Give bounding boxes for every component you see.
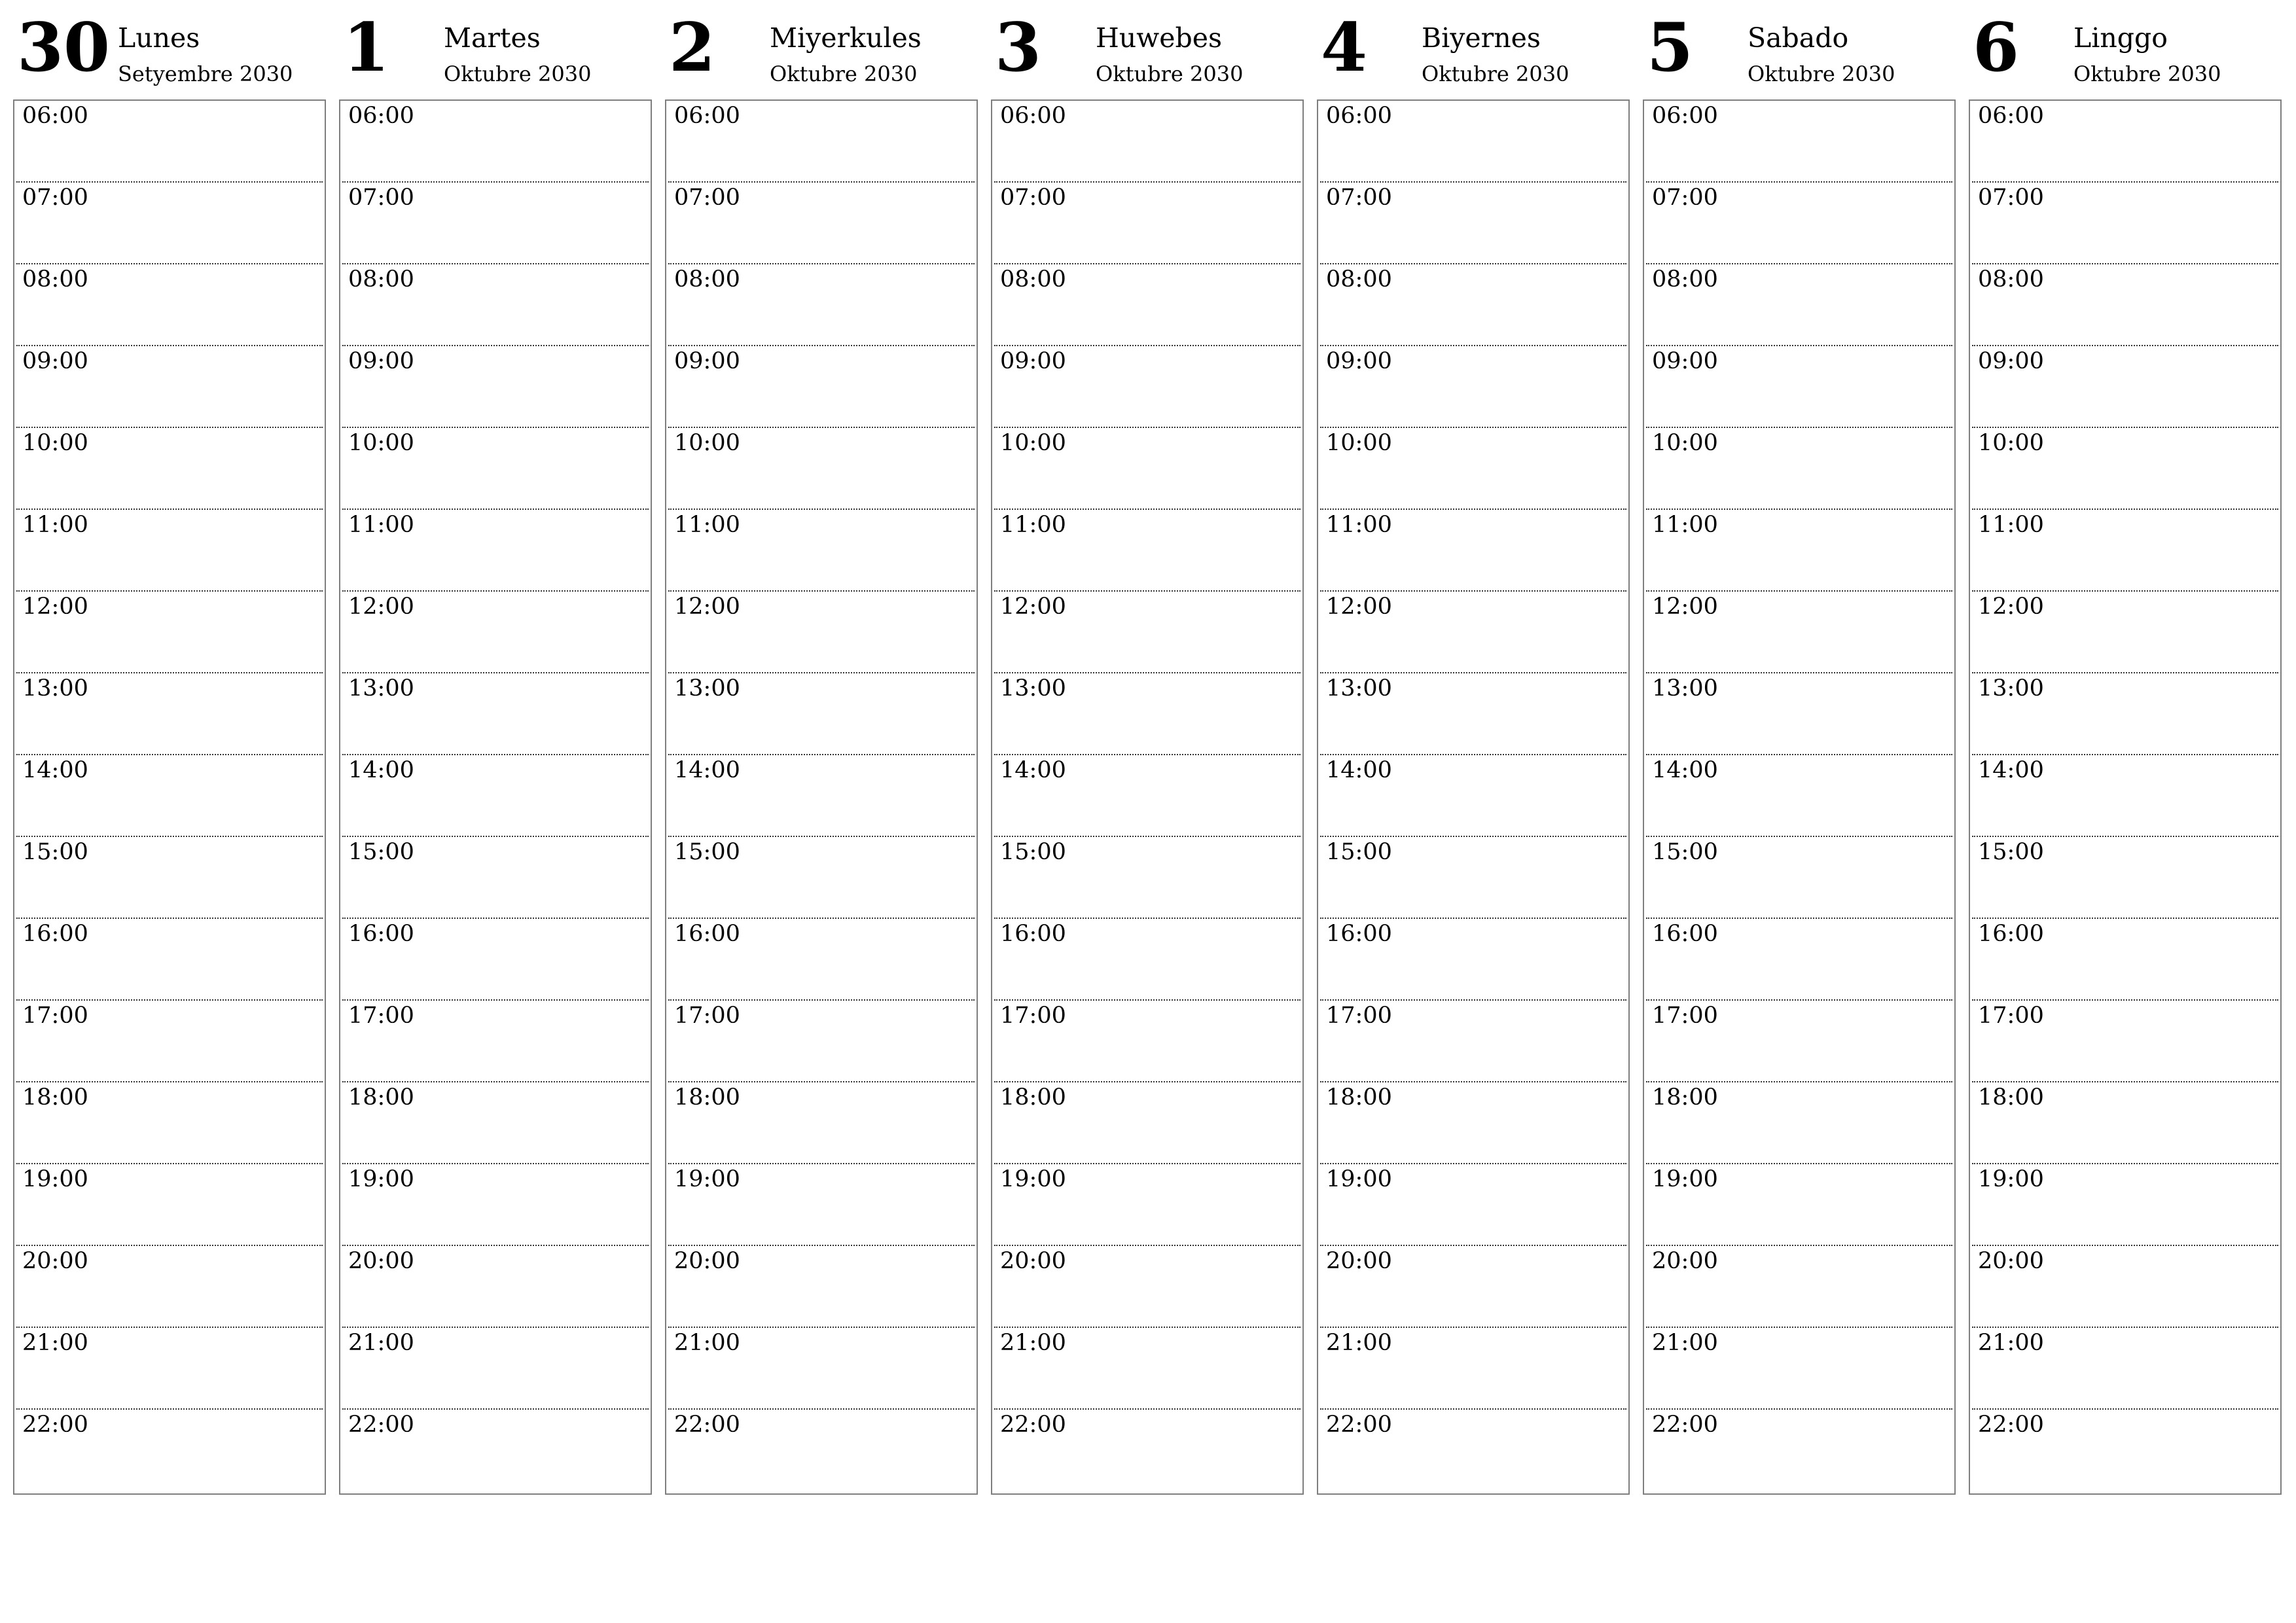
- day-schedule-box: [13, 99, 326, 1495]
- day-month: Oktubre 2030: [1748, 62, 1895, 86]
- time-label: 14:00: [1000, 757, 1066, 783]
- time-label: 19:00: [674, 1166, 740, 1192]
- time-label: 18:00: [674, 1084, 740, 1111]
- time-label: 14:00: [674, 757, 740, 783]
- day-name: Linggo: [2073, 22, 2168, 54]
- time-slot[interactable]: [668, 673, 975, 755]
- time-slot[interactable]: [16, 592, 323, 673]
- time-slot[interactable]: [1320, 592, 1626, 673]
- time-label: 13:00: [674, 675, 740, 702]
- time-label: 22:00: [1652, 1412, 1718, 1438]
- time-label: 11:00: [1000, 512, 1066, 538]
- time-slot[interactable]: [1646, 1164, 1952, 1246]
- time-label: 15:00: [1000, 839, 1066, 865]
- time-slot[interactable]: [342, 1082, 649, 1164]
- time-label: 09:00: [348, 348, 414, 374]
- time-slot[interactable]: [342, 101, 649, 183]
- time-label: 17:00: [1326, 1003, 1392, 1029]
- time-slot[interactable]: [342, 510, 649, 592]
- time-label: 17:00: [1652, 1003, 1718, 1029]
- time-label: 13:00: [1652, 675, 1718, 702]
- time-label: 20:00: [1978, 1248, 2044, 1274]
- time-slot[interactable]: [342, 428, 649, 510]
- time-slot[interactable]: [1320, 837, 1626, 919]
- day-column: [1969, 0, 2282, 1438]
- time-label: 07:00: [674, 185, 740, 211]
- time-slot[interactable]: [16, 346, 323, 428]
- time-slot[interactable]: [994, 264, 1300, 346]
- time-slot[interactable]: [1646, 592, 1952, 673]
- time-slot[interactable]: [342, 1410, 649, 1491]
- time-slot[interactable]: [1646, 510, 1952, 592]
- day-column: [1317, 0, 1630, 1438]
- time-slot[interactable]: [1972, 101, 2278, 183]
- time-label: 19:00: [1978, 1166, 2044, 1192]
- time-slot[interactable]: [1972, 510, 2278, 592]
- time-label: 07:00: [1000, 185, 1066, 211]
- time-slot[interactable]: [342, 673, 649, 755]
- time-slot[interactable]: [1972, 428, 2278, 510]
- time-slot[interactable]: [1320, 1246, 1626, 1328]
- time-label: 12:00: [1978, 594, 2044, 620]
- time-slot[interactable]: [994, 1410, 1300, 1491]
- time-slot[interactable]: [16, 428, 323, 510]
- time-slot[interactable]: [16, 101, 323, 183]
- day-name: Biyernes: [1422, 22, 1541, 54]
- day-month: Oktubre 2030: [2073, 62, 2221, 86]
- time-slot[interactable]: [994, 1082, 1300, 1164]
- time-label: 16:00: [348, 921, 414, 947]
- time-slot[interactable]: [342, 264, 649, 346]
- time-slot[interactable]: [1646, 1082, 1952, 1164]
- time-label: 20:00: [674, 1248, 740, 1274]
- time-slot[interactable]: [16, 1328, 323, 1410]
- time-label: 08:00: [1326, 266, 1392, 293]
- time-label: 22:00: [348, 1412, 414, 1438]
- time-slot[interactable]: [994, 428, 1300, 510]
- time-slot[interactable]: [1646, 1410, 1952, 1491]
- time-slot[interactable]: [342, 1001, 649, 1082]
- time-slot[interactable]: [342, 919, 649, 1001]
- time-label: 20:00: [22, 1248, 88, 1274]
- time-label: 15:00: [674, 839, 740, 865]
- day-column: [991, 0, 1304, 1438]
- time-label: 21:00: [1326, 1330, 1392, 1356]
- day-schedule-box: [1969, 99, 2282, 1495]
- time-label: 12:00: [348, 594, 414, 620]
- time-label: 08:00: [1000, 266, 1066, 293]
- time-label: 21:00: [1000, 1330, 1066, 1356]
- day-schedule-box: [1643, 99, 1956, 1495]
- time-label: 19:00: [348, 1166, 414, 1192]
- time-label: 14:00: [1652, 757, 1718, 783]
- time-slot[interactable]: [1972, 1328, 2278, 1410]
- time-slot[interactable]: [994, 510, 1300, 592]
- time-label: 08:00: [1652, 266, 1718, 293]
- time-slot[interactable]: [342, 837, 649, 919]
- time-label: 06:00: [348, 103, 414, 129]
- day-month: Oktubre 2030: [1422, 62, 1570, 86]
- time-slot[interactable]: [668, 837, 975, 919]
- time-slot[interactable]: [994, 346, 1300, 428]
- time-label: 14:00: [1978, 757, 2044, 783]
- time-label: 21:00: [1652, 1330, 1718, 1356]
- time-slot[interactable]: [668, 1246, 975, 1328]
- time-slot[interactable]: [1646, 1001, 1952, 1082]
- time-slot[interactable]: [16, 183, 323, 264]
- day-header: [1643, 0, 1956, 99]
- time-label: 21:00: [348, 1330, 414, 1356]
- day-column: [665, 0, 978, 1438]
- time-label: 07:00: [348, 185, 414, 211]
- time-slot[interactable]: [16, 1001, 323, 1082]
- time-label: 16:00: [22, 921, 88, 947]
- day-name: Martes: [444, 22, 541, 54]
- time-slot[interactable]: [1646, 919, 1952, 1001]
- time-slot[interactable]: [668, 1410, 975, 1491]
- time-label: 08:00: [674, 266, 740, 293]
- time-slot[interactable]: [1972, 264, 2278, 346]
- time-label: 17:00: [1000, 1003, 1066, 1029]
- time-label: 17:00: [674, 1003, 740, 1029]
- time-label: 13:00: [1326, 675, 1392, 702]
- time-label: 19:00: [1652, 1166, 1718, 1192]
- time-label: 13:00: [1000, 675, 1066, 702]
- time-slot[interactable]: [994, 755, 1300, 837]
- day-header: [665, 0, 978, 99]
- time-label: 15:00: [1326, 839, 1392, 865]
- day-name: Sabado: [1748, 22, 1849, 54]
- time-label: 11:00: [22, 512, 88, 538]
- time-label: 12:00: [674, 594, 740, 620]
- time-slot[interactable]: [1972, 1001, 2278, 1082]
- time-label: 20:00: [1000, 1248, 1066, 1274]
- time-label: 19:00: [1000, 1166, 1066, 1192]
- time-label: 17:00: [22, 1003, 88, 1029]
- time-slot[interactable]: [668, 510, 975, 592]
- time-label: 22:00: [674, 1412, 740, 1438]
- time-label: 22:00: [22, 1412, 88, 1438]
- time-slot[interactable]: [342, 346, 649, 428]
- day-schedule-box: [665, 99, 978, 1495]
- time-label: 12:00: [22, 594, 88, 620]
- time-label: 10:00: [22, 430, 88, 456]
- day-schedule-box: [1317, 99, 1630, 1495]
- time-label: 18:00: [1652, 1084, 1718, 1111]
- time-label: 06:00: [674, 103, 740, 129]
- time-label: 21:00: [22, 1330, 88, 1356]
- time-label: 07:00: [1652, 185, 1718, 211]
- time-slot[interactable]: [1646, 183, 1952, 264]
- time-slot[interactable]: [1320, 428, 1626, 510]
- time-label: 06:00: [1978, 103, 2044, 129]
- time-label: 13:00: [348, 675, 414, 702]
- time-slot[interactable]: [1320, 1328, 1626, 1410]
- time-slot[interactable]: [1972, 1246, 2278, 1328]
- time-slot[interactable]: [994, 837, 1300, 919]
- time-slot[interactable]: [1320, 101, 1626, 183]
- time-label: 09:00: [1978, 348, 2044, 374]
- time-slot[interactable]: [1320, 1164, 1626, 1246]
- time-slot[interactable]: [16, 1164, 323, 1246]
- time-label: 18:00: [1978, 1084, 2044, 1111]
- time-slot[interactable]: [1972, 673, 2278, 755]
- day-header: [991, 0, 1304, 99]
- time-label: 09:00: [1652, 348, 1718, 374]
- time-slot[interactable]: [668, 101, 975, 183]
- time-slot[interactable]: [1320, 919, 1626, 1001]
- time-slot[interactable]: [1972, 1410, 2278, 1491]
- day-number: 5: [1647, 9, 1693, 87]
- time-label: 22:00: [1978, 1412, 2044, 1438]
- time-label: 17:00: [1978, 1003, 2044, 1029]
- time-slot[interactable]: [1320, 1082, 1626, 1164]
- time-label: 13:00: [1978, 675, 2044, 702]
- time-slot[interactable]: [668, 1328, 975, 1410]
- day-name: Huwebes: [1096, 22, 1223, 54]
- day-number: 30: [17, 9, 110, 87]
- time-slot[interactable]: [994, 919, 1300, 1001]
- time-slot[interactable]: [668, 183, 975, 264]
- time-label: 15:00: [1652, 839, 1718, 865]
- time-slot[interactable]: [342, 1246, 649, 1328]
- time-slot[interactable]: [16, 1410, 323, 1491]
- time-label: 18:00: [22, 1084, 88, 1111]
- time-slot[interactable]: [668, 919, 975, 1001]
- time-label: 19:00: [1326, 1166, 1392, 1192]
- time-label: 08:00: [22, 266, 88, 293]
- time-label: 18:00: [1326, 1084, 1392, 1111]
- day-month: Oktubre 2030: [444, 62, 592, 86]
- time-label: 16:00: [1326, 921, 1392, 947]
- time-slot[interactable]: [1646, 755, 1952, 837]
- time-label: 16:00: [1652, 921, 1718, 947]
- time-slot[interactable]: [994, 673, 1300, 755]
- time-label: 07:00: [22, 185, 88, 211]
- time-slot[interactable]: [1972, 592, 2278, 673]
- time-slot[interactable]: [1972, 1082, 2278, 1164]
- time-slot[interactable]: [16, 264, 323, 346]
- time-slot[interactable]: [1646, 428, 1952, 510]
- time-slot[interactable]: [668, 1164, 975, 1246]
- time-slot[interactable]: [994, 1001, 1300, 1082]
- time-label: 20:00: [1326, 1248, 1392, 1274]
- time-label: 07:00: [1326, 185, 1392, 211]
- time-label: 20:00: [1652, 1248, 1718, 1274]
- time-slot[interactable]: [994, 101, 1300, 183]
- time-label: 10:00: [1000, 430, 1066, 456]
- time-slot[interactable]: [1972, 183, 2278, 264]
- time-label: 20:00: [348, 1248, 414, 1274]
- time-label: 12:00: [1000, 594, 1066, 620]
- time-label: 14:00: [348, 757, 414, 783]
- day-column: [339, 0, 652, 1438]
- time-label: 22:00: [1000, 1412, 1066, 1438]
- time-slot[interactable]: [1972, 755, 2278, 837]
- day-name: Lunes: [118, 22, 200, 54]
- time-label: 10:00: [1652, 430, 1718, 456]
- time-label: 07:00: [1978, 185, 2044, 211]
- time-label: 10:00: [1326, 430, 1392, 456]
- time-slot[interactable]: [342, 1328, 649, 1410]
- time-slot[interactable]: [668, 346, 975, 428]
- time-slot[interactable]: [16, 673, 323, 755]
- time-label: 11:00: [1326, 512, 1392, 538]
- time-slot[interactable]: [668, 428, 975, 510]
- time-slot[interactable]: [1646, 101, 1952, 183]
- day-schedule-box: [339, 99, 652, 1495]
- time-slot[interactable]: [1320, 1410, 1626, 1491]
- time-slot[interactable]: [668, 592, 975, 673]
- time-label: 12:00: [1326, 594, 1392, 620]
- time-slot[interactable]: [1646, 346, 1952, 428]
- time-label: 18:00: [348, 1084, 414, 1111]
- time-label: 10:00: [1978, 430, 2044, 456]
- time-label: 09:00: [1326, 348, 1392, 374]
- day-number: 2: [669, 9, 715, 87]
- time-slot[interactable]: [994, 1246, 1300, 1328]
- time-slot[interactable]: [994, 1328, 1300, 1410]
- time-slot[interactable]: [1320, 1001, 1626, 1082]
- time-label: 06:00: [22, 103, 88, 129]
- day-number: 4: [1321, 9, 1367, 87]
- day-header: [1317, 0, 1630, 99]
- day-column: [1643, 0, 1956, 1438]
- day-header: [13, 0, 326, 99]
- time-slot[interactable]: [1972, 1164, 2278, 1246]
- time-slot[interactable]: [1646, 1328, 1952, 1410]
- day-name: Miyerkules: [770, 22, 922, 54]
- day-number: 6: [1973, 9, 2019, 87]
- time-slot[interactable]: [1320, 673, 1626, 755]
- day-schedule-box: [991, 99, 1304, 1495]
- time-slot[interactable]: [342, 755, 649, 837]
- time-label: 14:00: [22, 757, 88, 783]
- time-label: 10:00: [348, 430, 414, 456]
- time-slot[interactable]: [994, 592, 1300, 673]
- day-number: 3: [995, 9, 1041, 87]
- time-slot[interactable]: [994, 183, 1300, 264]
- time-label: 10:00: [674, 430, 740, 456]
- time-slot[interactable]: [16, 510, 323, 592]
- day-header: [1969, 0, 2282, 99]
- time-label: 13:00: [22, 675, 88, 702]
- day-month: Oktubre 2030: [770, 62, 918, 86]
- time-slot[interactable]: [668, 1082, 975, 1164]
- time-slot[interactable]: [16, 755, 323, 837]
- time-label: 11:00: [348, 512, 414, 538]
- time-slot[interactable]: [342, 183, 649, 264]
- time-label: 16:00: [1000, 921, 1066, 947]
- time-label: 12:00: [1652, 594, 1718, 620]
- time-label: 06:00: [1000, 103, 1066, 129]
- day-month: Oktubre 2030: [1096, 62, 1244, 86]
- time-slot[interactable]: [668, 755, 975, 837]
- time-label: 09:00: [674, 348, 740, 374]
- time-slot[interactable]: [1972, 919, 2278, 1001]
- time-label: 11:00: [1978, 512, 2044, 538]
- time-slot[interactable]: [16, 837, 323, 919]
- time-slot[interactable]: [16, 919, 323, 1001]
- time-slot[interactable]: [1646, 264, 1952, 346]
- time-label: 11:00: [674, 512, 740, 538]
- time-slot[interactable]: [1972, 346, 2278, 428]
- time-label: 16:00: [1978, 921, 2044, 947]
- time-label: 16:00: [674, 921, 740, 947]
- time-label: 14:00: [1326, 757, 1392, 783]
- day-column: [13, 0, 326, 1438]
- day-number: 1: [343, 9, 389, 87]
- time-label: 17:00: [348, 1003, 414, 1029]
- time-label: 06:00: [1652, 103, 1718, 129]
- time-slot[interactable]: [16, 1082, 323, 1164]
- time-label: 15:00: [1978, 839, 2044, 865]
- time-slot[interactable]: [16, 1246, 323, 1328]
- time-slot[interactable]: [342, 1164, 649, 1246]
- time-label: 11:00: [1652, 512, 1718, 538]
- time-slot[interactable]: [1320, 183, 1626, 264]
- time-slot[interactable]: [668, 1001, 975, 1082]
- time-label: 21:00: [1978, 1330, 2044, 1356]
- time-label: 09:00: [1000, 348, 1066, 374]
- time-label: 21:00: [674, 1330, 740, 1356]
- time-slot[interactable]: [1320, 755, 1626, 837]
- day-header: [339, 0, 652, 99]
- time-slot[interactable]: [1646, 1246, 1952, 1328]
- time-slot[interactable]: [1972, 837, 2278, 919]
- time-slot[interactable]: [994, 1164, 1300, 1246]
- time-slot[interactable]: [668, 264, 975, 346]
- time-slot[interactable]: [342, 592, 649, 673]
- time-label: 08:00: [348, 266, 414, 293]
- time-label: 15:00: [348, 839, 414, 865]
- time-label: 08:00: [1978, 266, 2044, 293]
- day-month: Setyembre 2030: [118, 62, 293, 86]
- time-slot[interactable]: [1320, 264, 1626, 346]
- time-label: 15:00: [22, 839, 88, 865]
- time-slot[interactable]: [1320, 346, 1626, 428]
- time-label: 22:00: [1326, 1412, 1392, 1438]
- time-label: 09:00: [22, 348, 88, 374]
- time-slot[interactable]: [1646, 837, 1952, 919]
- time-label: 06:00: [1326, 103, 1392, 129]
- time-slot[interactable]: [1646, 673, 1952, 755]
- time-label: 19:00: [22, 1166, 88, 1192]
- time-slot[interactable]: [1320, 510, 1626, 592]
- time-label: 18:00: [1000, 1084, 1066, 1111]
